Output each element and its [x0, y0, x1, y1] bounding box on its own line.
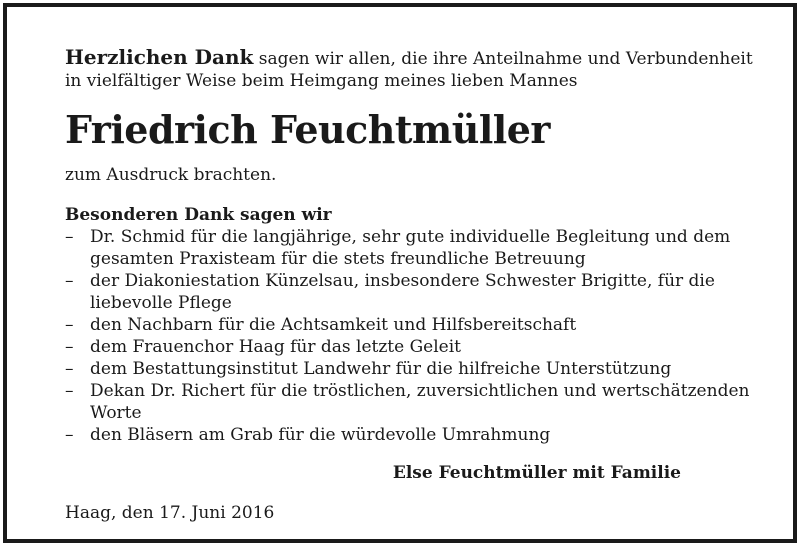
notice-frame — [3, 3, 797, 543]
list-item — [65, 358, 755, 380]
dash-marker: – — [65, 381, 74, 401]
signature: Else Feuchtmüller mit Familie — [392, 463, 681, 483]
dash-marker: – — [65, 359, 74, 379]
dash-marker: – — [65, 337, 74, 357]
special-thanks-list — [65, 226, 755, 446]
list-item-text: den Nachbarn für die Achtsamkeit und Hilfsbereitschaft — [90, 315, 577, 335]
list-item — [65, 314, 755, 336]
dash-marker: – — [65, 425, 74, 445]
place-and-date: Haag, den 17. Juni 2016 — [65, 503, 275, 523]
list-item-text: dem Bestattungsinstitut Landwehr für die hilfreiche Unterstützung — [90, 359, 672, 379]
list-item-text: Dr. Schmid für die langjährige, sehr gute individuelle Begleitung und dem gesamten Praxisteam für die stets freundliche Betreuung — [90, 227, 731, 269]
list-item — [65, 424, 755, 446]
list-item-text: Dekan Dr. Richert für die tröstlichen, zuversichtlichen und wertschätzenden Worte — [90, 381, 750, 423]
intro-lead: Herzlichen Dank — [65, 45, 254, 69]
list-item — [65, 380, 755, 424]
list-item — [65, 270, 755, 314]
list-item-text: der Diakoniestation Künzelsau, insbesondere Schwester Brigitte, für die liebevolle Pflege — [90, 271, 715, 313]
dash-marker: – — [65, 315, 74, 335]
dash-marker: – — [65, 227, 74, 247]
intro-text: sagen wir allen, die ihre Anteilnahme und Verbundenheit in vielfältiger Weise beim Heimgang meines lieben Mannes — [65, 49, 753, 91]
dash-marker: – — [65, 271, 74, 291]
list-item — [65, 226, 755, 270]
list-item-text: dem Frauenchor Haag für das letzte Geleit — [90, 337, 462, 357]
list-item — [65, 336, 755, 358]
special-thanks-heading: Besonderen Dank sagen wir — [65, 205, 332, 225]
list-item-text: den Bläsern am Grab für die würdevolle Umrahmung — [90, 425, 551, 445]
notice-content — [65, 46, 755, 524]
deceased-name: Friedrich Feuchtmüller — [65, 107, 550, 152]
after-name-text: zum Ausdruck brachten. — [65, 165, 277, 185]
intro-paragraph — [65, 46, 755, 92]
